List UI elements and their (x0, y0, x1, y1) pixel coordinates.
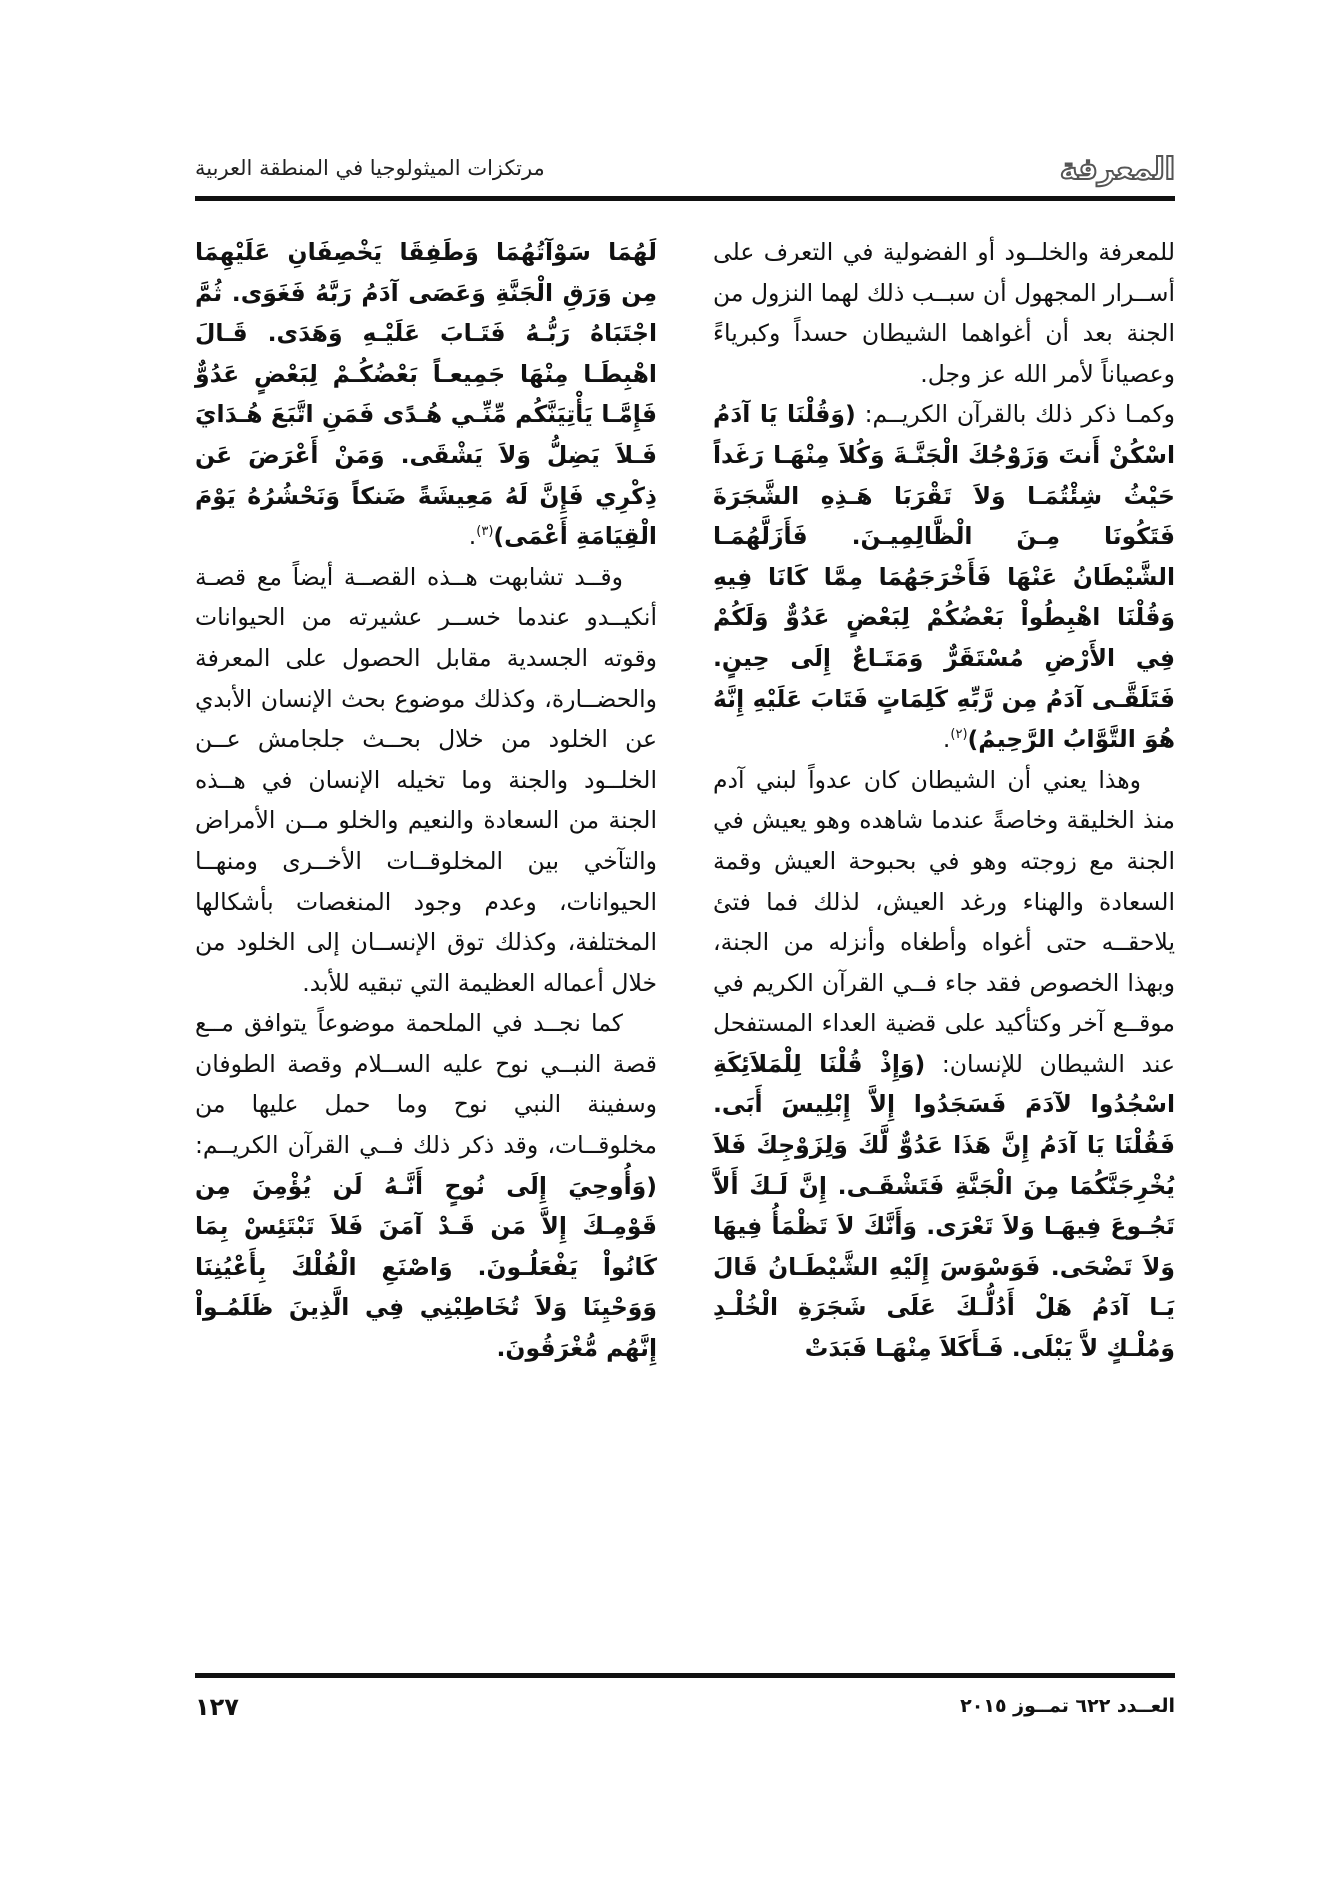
header-rule (195, 196, 1175, 201)
running-title: مرتكزات الميثولوجيا في المنطقة العربية (195, 156, 545, 180)
paragraph (195, 232, 657, 557)
paragraph: للمعرفة والخلــود أو الفضولية في التعرف على أســرار المجهول أن سبــب ذلك لهما النزول من الجنة بعد أن أغواهما الشيطان حسداً وكبرياءً وعصياناً لأمر الله عز وجل. (713, 238, 1175, 388)
paragraph: وقــد تشابهت هــذه القصــة أيضاً مع قصـة أنكيــدو عندما خســر عشيرته من الحيوانات وقوته الجسدية مقابل الحصول على المعرفة والحضــارة، وكذلك موضوع بحث الإنسان الأبدي عن الخلود من خلال بحــث جلجامش عــن الخلــود والجنة وما تخيله الإنسان في هــذه الجنة من السعادة والنعيم والخلو مــن الأمراض والتآخي بين المخلوقــات الأخــرى ومنهــا الحيوانات، وعدم وجود المنغصات بأشكالها المختلفة، وكذلك توق الإنســان إلى الخلود من خلال أعماله العظيمة التي تبقيه للأبد. (195, 562, 657, 997)
issue-info: العــدد ٦٢٢ تمــوز ٢٠١٥ (960, 1695, 1175, 1717)
paragraph-text: وكمـا ذكر ذلك بالقرآن الكريــم: (855, 400, 1175, 429)
footnote-ref: (٣) (476, 524, 494, 540)
punctuation: . (468, 522, 477, 551)
right-column (713, 232, 1175, 1369)
paragraph (713, 394, 1175, 759)
paragraph (713, 760, 1175, 1369)
paragraph-text: وهذا يعني أن الشيطان كان عدواً لبني آدم منذ الخليقة وخاصةً عندما شاهده وهو يعيش في الجنة مع زوجته وهو في بحبوحة العيش وقمة السعادة والهناء ورغد العيش، لذلك فما فتئ يلاحقــه حتى أغواه وأطغاه وأنزله من الجنة، وبهذا الخصوص فقد جاء فــي القرآن الكريم في موقــع آخر وكتأكيد على قضية العداء المستفحل عند الشيطان للإنسان: (713, 765, 1175, 1078)
paragraph (195, 1003, 657, 1368)
page-footer (195, 1695, 1175, 1735)
footer-rule (195, 1673, 1175, 1678)
page-number: ١٢٧ (195, 1693, 239, 1721)
paragraph-text: كما نجــد في الملحمة موضوعاً يتوافق مــع قصة النبــي نوح عليه الســلام وقصة الطوفان وسفينة النبي نوح وما حمل عليها من مخلوقــات، وقد ذكر ذلك فــي القرآن الكريــم: (195, 1009, 657, 1160)
footnote-ref: (٢) (950, 727, 968, 743)
quran-quote: (وَأُوحِيَ إِلَى نُوحٍ أَنَّـهُ لَن يُؤْمِنَ مِن قَوْمِـكَ إِلاَّ مَن قَـدْ آمَنَ فَلاَ تَبْتَئِسْ بِمَا كَانُواْ يَفْعَلُـونَ. وَاصْنَعِ الْفُلْكَ بِأَعْيُنِنَا وَوَحْيِنَا وَلاَ تُخَاطِبْنِي فِي الَّذِينَ ظَلَمُـواْ إِنَّهُم مُّغْرَقُونَ. (195, 1171, 657, 1363)
left-column (195, 232, 657, 1369)
quran-quote: (وَقُلْنَا يَا آدَمُ اسْكُنْ أَنتَ وَزَوْجُكَ الْجَنَّـةَ وَكُلاَ مِنْهَـا رَغَداً حَيْثُ شِئْتُمَـا وَلاَ تَقْرَبَا هَـذِهِ الشَّجَرَةَ فَتَكُونَا مِـنَ الْظَّالِمِيـنَ. فَأَزَلَّهُمَـا الشَّيْطَانُ عَنْهَا فَأَخْرَجَهُمَا مِمَّا كَانَا فِيهِ وَقُلْنَا اهْبِطُواْ بَعْضُكُمْ لِبَعْضٍ عَدُوٌّ وَلَكُمْ فِي الأَرْضِ مُسْتَقَرٌّ وَمَتَـاعٌ إِلَى حِينٍ. فَتَلَقَّـى آدَمُ مِن رَّبِّهِ كَلِمَاتٍ فَتَابَ عَلَيْهِ إِنَّهُ هُوَ التَّوَّابُ الرَّحِيمُ) (713, 400, 1175, 754)
magazine-logo: المعرفة (1059, 152, 1175, 187)
quran-quote: (وَإِذْ قُلْنَا لِلْمَلاَئِكَةِ اسْجُدُوا لآدَمَ فَسَجَدُوا إِلاَّ إِبْلِيسَ أَبَى. فَقُلْنَا يَا آدَمُ إِنَّ هَذَا عَدُوٌّ لَّكَ وَلِزَوْجِكَ فَلاَ يُخْرِجَنَّكُمَا مِنَ الْجَنَّةِ فَتَشْقَـى. إِنَّ لَـكَ أَلاَّ تَجُـوعَ فِيهَـا وَلاَ تَعْرَى. وَأَنَّكَ لاَ تَظْمَأُ فِيهَا وَلاَ تَضْحَى. فَوَسْوَسَ إِلَيْهِ الشَّيْطَـانُ قَالَ يَـا آدَمُ هَلْ أَدُلُّـكَ عَلَى شَجَرَةِ الْخُلْـدِ وَمُلْـكٍ لاَّ يَبْلَى. فَـأَكَلاَ مِنْهَـا فَبَدَتْ (713, 1049, 1175, 1363)
quran-quote: لَهُمَا سَوْآتُهُمَا وَطَفِقَا يَخْصِفَانِ عَلَيْهِمَا مِن وَرَقِ الْجَنَّةِ وَعَصَى آدَمُ رَبَّهُ فَغَوَى. ثُمَّ اجْتَبَاهُ رَبُّـهُ فَتَـابَ عَلَيْـهِ وَهَدَى. قَـالَ اهْبِطَـا مِنْهَا جَمِيعـاً بَعْضُكُـمْ لِبَعْضٍ عَدُوٌّ فَإِمَّـا يَأْتِيَنَّكُم مِّنِّـي هُـدًى فَمَنِ اتَّبَعَ هُـدَايَ فَـلاَ يَضِلُّ وَلاَ يَشْقَى. وَمَنْ أَعْرَضَ عَن ذِكْرِي فَإِنَّ لَهُ مَعِيشَةً ضَنكاً وَنَحْشُرُهُ يَوْمَ الْقِيَامَةِ أَعْمَى) (195, 238, 657, 551)
punctuation: . (942, 725, 951, 754)
page-header (195, 150, 1175, 198)
